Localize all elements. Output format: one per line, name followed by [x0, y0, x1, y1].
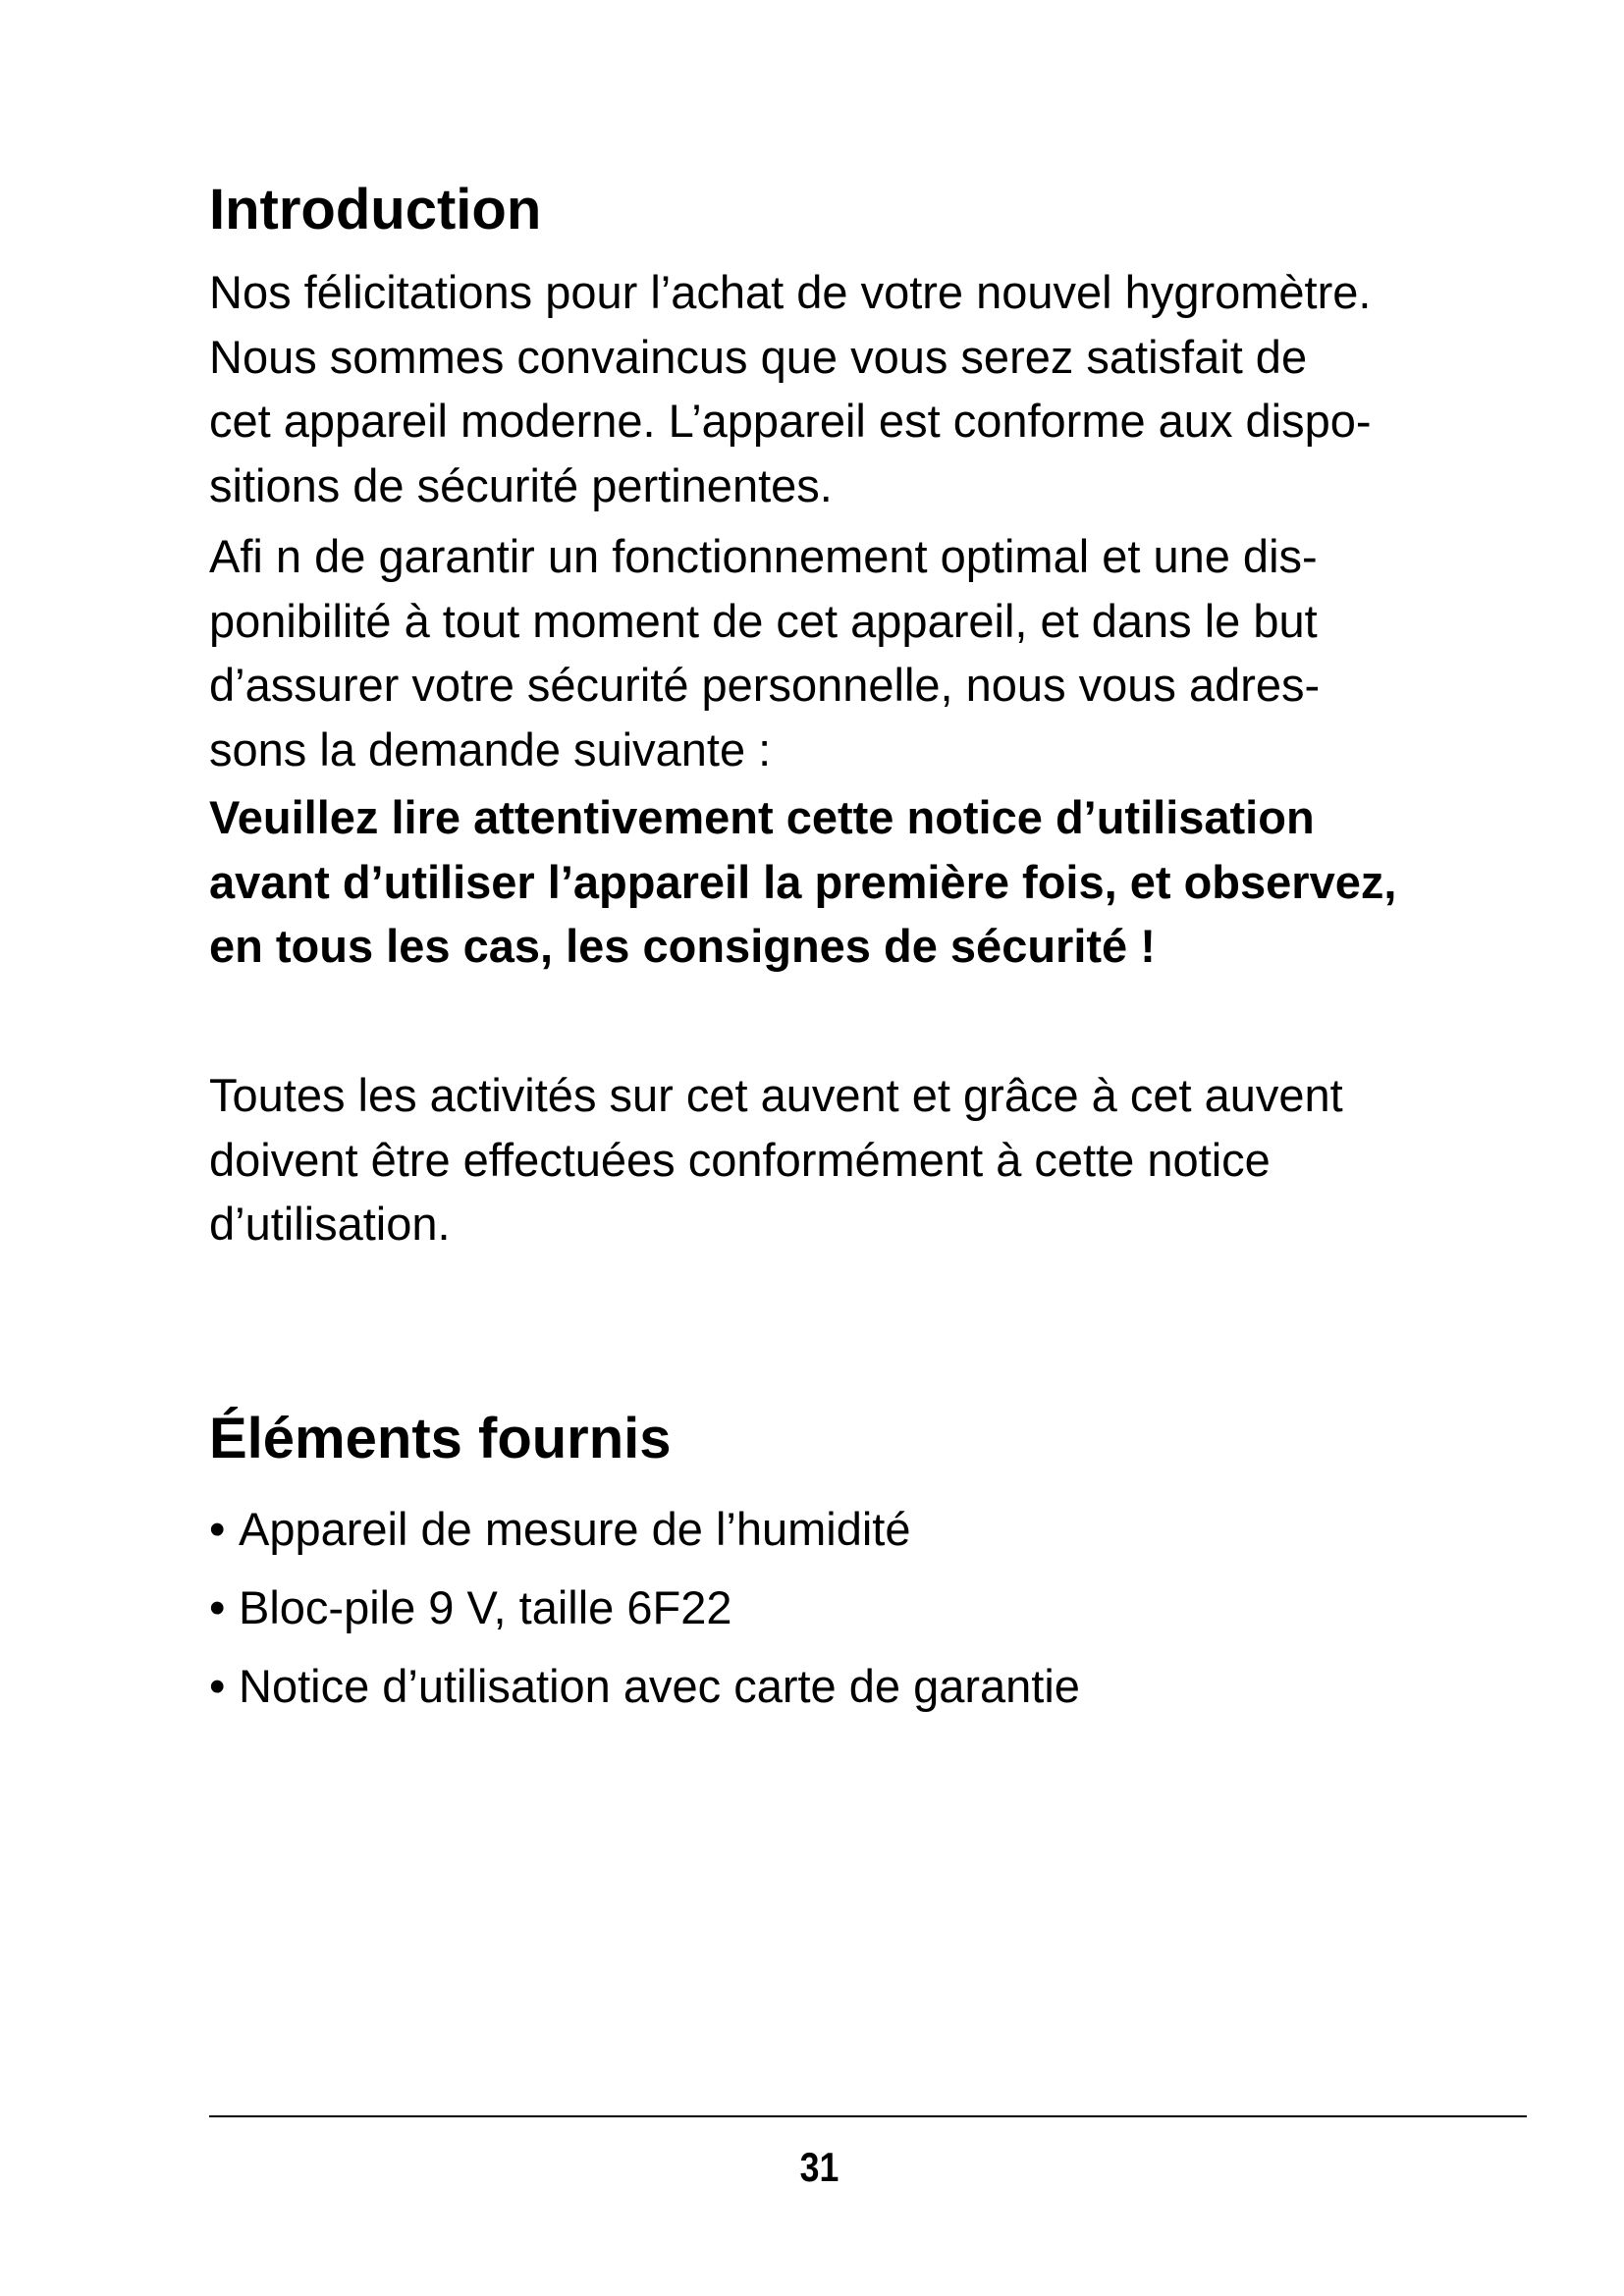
list-item: [209, 1647, 1080, 1726]
bullet-icon: •: [209, 1581, 226, 1633]
list-item: [209, 1490, 1080, 1569]
text-line: avant d’utiliser l’appareil la première fois, et observez,: [209, 855, 1397, 908]
text-line: Afi n de garantir un fonctionnement optimal et une dis-: [209, 530, 1318, 582]
text-line: sitions de sécurité pertinentes.: [209, 458, 833, 511]
text-line: Nos félicitations pour l’achat de votre nouvel hygromètre.: [209, 266, 1372, 318]
intro-paragraph-2: [209, 524, 1525, 781]
footer-divider: [209, 2115, 1527, 2117]
text-line: Veuillez lire attentivement cette notice d’utilisation: [209, 791, 1315, 843]
text-line: d’utilisation.: [209, 1198, 451, 1250]
list-item: [209, 1569, 1080, 1647]
list-item-text: Appareil de mesure de l’humidité: [239, 1503, 911, 1555]
text-line: cet appareil moderne. L’appareil est conforme aux dispo-: [209, 395, 1372, 447]
text-line: sons la demande suivante :: [209, 722, 772, 775]
introduction-heading: Introduction: [209, 178, 542, 241]
bullet-icon: •: [209, 1660, 226, 1712]
text-line: doivent être effectuées conformément à cette notice: [209, 1133, 1271, 1186]
bullet-icon: •: [209, 1503, 226, 1555]
supplied-items-heading: Éléments fournis: [209, 1407, 672, 1470]
intro-paragraph-1: [209, 260, 1525, 517]
text-line: Nous sommes convaincus que vous serez satisfait de: [209, 330, 1308, 383]
text-line: ponibilité à tout moment de cet appareil, et dans le but: [209, 594, 1318, 647]
page-number: 31: [799, 2144, 839, 2190]
safety-warning-paragraph: [209, 785, 1525, 979]
list-item-text: Bloc-pile 9 V, taille 6F22: [239, 1581, 732, 1633]
text-line: Toutes les activités sur cet auvent et grâce à cet auvent: [209, 1069, 1343, 1121]
text-line: en tous les cas, les consignes de sécurité !: [209, 920, 1156, 972]
list-item-text: Notice d’utilisation avec carte de garantie: [239, 1660, 1080, 1712]
intro-paragraph-3: [209, 1063, 1525, 1256]
text-line: d’assurer votre sécurité personnelle, nous vous adres-: [209, 659, 1321, 711]
supplied-items-list: [209, 1490, 1080, 1726]
